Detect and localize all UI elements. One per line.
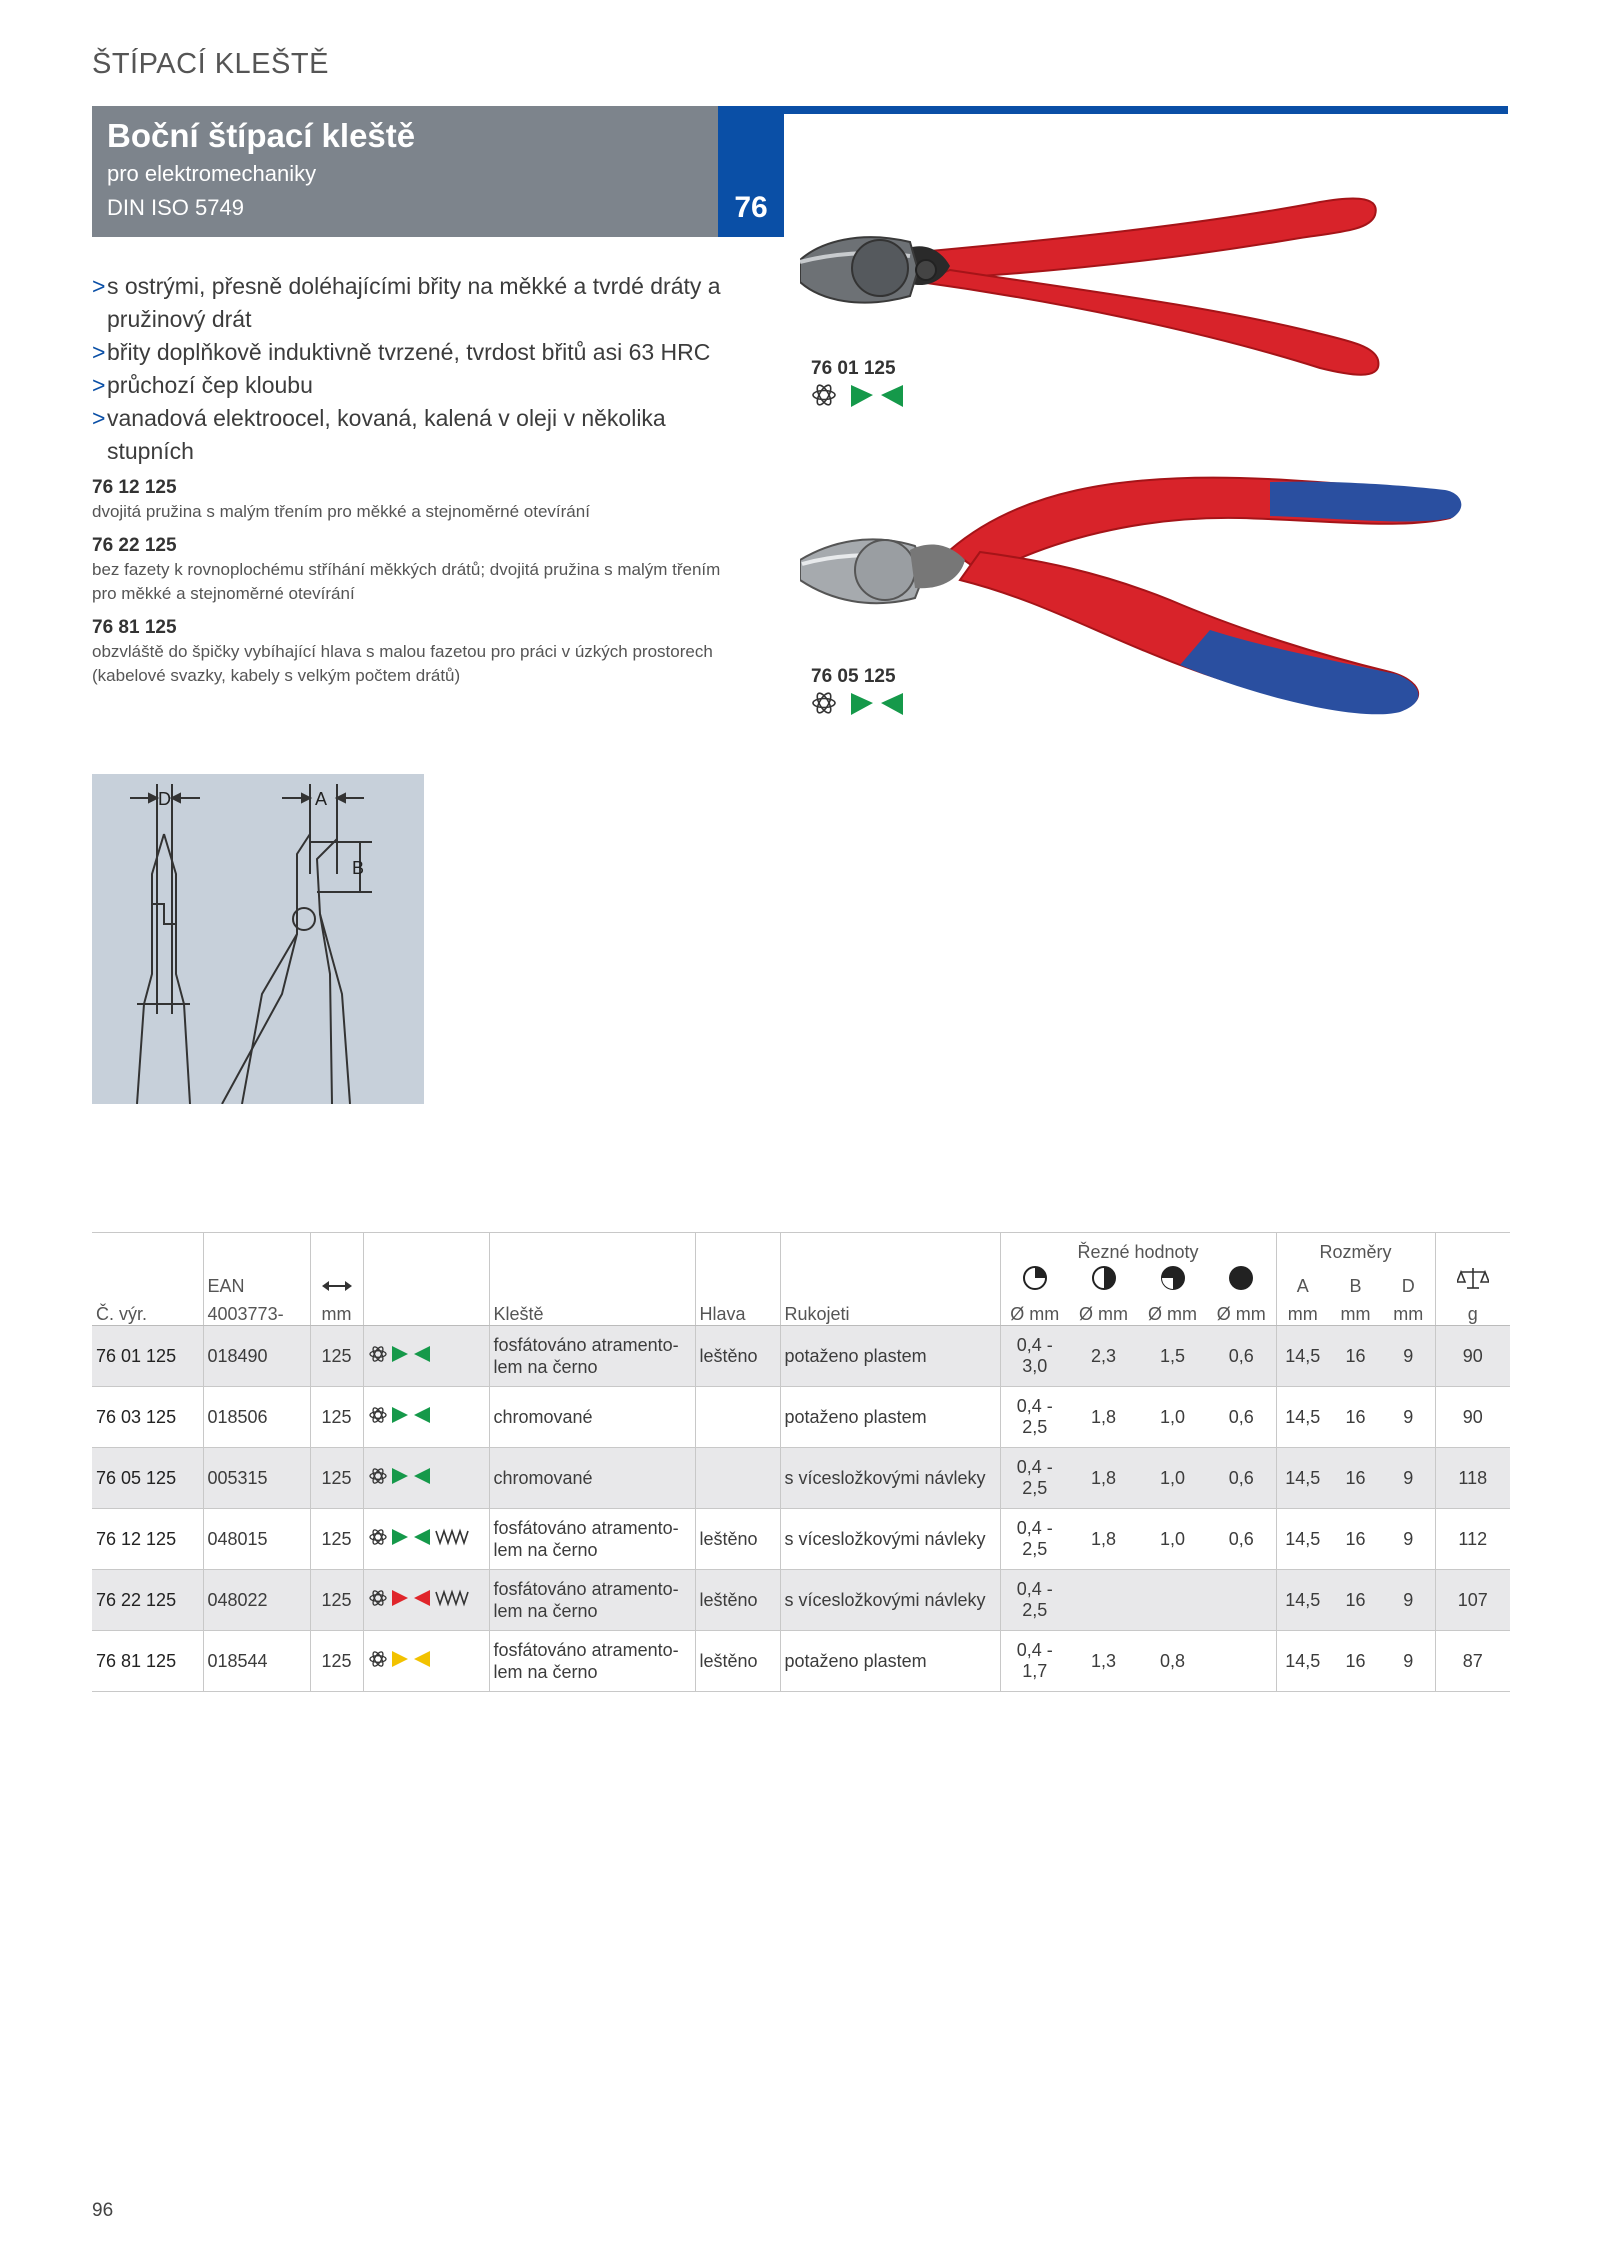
- cutting-edge-icon: [392, 1529, 430, 1545]
- group-number: 76: [734, 191, 768, 224]
- cutting-edge-icon: [392, 1651, 430, 1667]
- weight-icon: [1435, 1263, 1510, 1297]
- insulation-icon: [370, 1467, 386, 1484]
- group-number-box: [718, 106, 784, 237]
- dim-unit-header: mm: [1329, 1297, 1382, 1326]
- article-number-cell: 76 05 125: [92, 1448, 203, 1509]
- handles-header: Rukojeti: [780, 1297, 1000, 1326]
- dim-d-cell: 9: [1382, 1326, 1435, 1387]
- feature-icons-cell: [363, 1448, 489, 1509]
- product-icons: [811, 689, 911, 719]
- variant-number: 76 22 125: [92, 535, 177, 556]
- cut-unit-header: Ø mm: [1138, 1297, 1207, 1326]
- dim-d-cell: 9: [1382, 1448, 1435, 1509]
- insulation-icon: [370, 1406, 386, 1423]
- dim-b-cell: 16: [1329, 1631, 1382, 1692]
- medium-wire-cell: 1,8: [1069, 1387, 1138, 1448]
- feature-list: [92, 270, 732, 468]
- title-box: [92, 106, 718, 237]
- dim-b-cell: 16: [1329, 1448, 1382, 1509]
- finish-cell: chromované: [489, 1387, 695, 1448]
- dimension-label-a: A: [315, 789, 328, 809]
- variant-description: bez fazety k rovnoplochému stříhání měkkých drátů; dvojitá pružina s malým třením pro měkké a stejnoměrné otevírání: [92, 560, 721, 603]
- dimension-label-b: B: [352, 858, 365, 878]
- medium-wire-cell: 2,3: [1069, 1326, 1138, 1387]
- weight-header: g: [1435, 1297, 1510, 1326]
- feature-item: > břity doplňkově induktivně tvrzené, tvrdost břitů asi 63 HRC: [92, 339, 711, 365]
- product-label: 76 01 125: [811, 358, 896, 379]
- weight-cell: 87: [1435, 1631, 1510, 1692]
- dim-b-cell: 16: [1329, 1326, 1382, 1387]
- length-cell: 125: [310, 1387, 363, 1448]
- cutting-edge-icon: [392, 1407, 430, 1423]
- dim-b-cell: 16: [1329, 1509, 1382, 1570]
- piano-wire-cell: [1207, 1570, 1276, 1631]
- variant-item: [92, 616, 732, 688]
- hard-wire-cell: 1,0: [1138, 1448, 1207, 1509]
- dim-a-cell: 14,5: [1276, 1448, 1329, 1509]
- dim-b-cell: 16: [1329, 1387, 1382, 1448]
- variant-item: [92, 476, 732, 524]
- soft-wire-cell: 0,4 - 2,5: [1000, 1509, 1069, 1570]
- handles-cell: s vícesložkovými návleky: [780, 1509, 1000, 1570]
- article-number-cell: 76 01 125: [92, 1326, 203, 1387]
- soft-wire-cell: 0,4 - 2,5: [1000, 1448, 1069, 1509]
- feature-icons-cell: [363, 1631, 489, 1692]
- feature-icons-cell: [363, 1326, 489, 1387]
- hard-wire-cell: 1,0: [1138, 1509, 1207, 1570]
- hard-wire-cell: 1,0: [1138, 1387, 1207, 1448]
- product-label: 76 05 125: [811, 666, 896, 687]
- article-header: Č. výr.: [92, 1297, 203, 1326]
- finish-cell: fosfátováno atramento-lem na černo: [489, 1631, 695, 1692]
- head-cell: [695, 1448, 780, 1509]
- dim-d-cell: 9: [1382, 1387, 1435, 1448]
- hard-wire-cell: 1,5: [1138, 1326, 1207, 1387]
- length-cell: 125: [310, 1326, 363, 1387]
- variant-item: [92, 534, 732, 606]
- medium-wire-cell: 1,3: [1069, 1631, 1138, 1692]
- medium-wire-icon: [1069, 1263, 1138, 1297]
- table-row: [92, 1387, 1510, 1448]
- handles-cell: s vícesložkovými návleky: [780, 1448, 1000, 1509]
- dimensions-header: Rozměry: [1276, 1233, 1435, 1264]
- dim-a-cell: 14,5: [1276, 1631, 1329, 1692]
- page-number: 96: [92, 2200, 114, 2221]
- insulation-icon: [370, 1528, 386, 1545]
- length-cell: 125: [310, 1570, 363, 1631]
- head-cell: leštěno: [695, 1570, 780, 1631]
- head-header: Hlava: [695, 1297, 780, 1326]
- insulation-icon: [370, 1589, 386, 1606]
- insulation-icon: [813, 383, 835, 407]
- piano-wire-cell: 0,6: [1207, 1448, 1276, 1509]
- ean-top-header: EAN: [203, 1263, 310, 1297]
- spring-icon: [436, 1531, 468, 1543]
- article-number-cell: 76 22 125: [92, 1570, 203, 1631]
- dim-unit-header: mm: [1382, 1297, 1435, 1326]
- table-row: [92, 1326, 1510, 1387]
- finish-cell: chromované: [489, 1448, 695, 1509]
- soft-wire-cell: 0,4 - 1,7: [1000, 1631, 1069, 1692]
- dim-b-header: B: [1349, 1276, 1362, 1296]
- piano-wire-cell: 0,6: [1207, 1387, 1276, 1448]
- table-row: [92, 1570, 1510, 1631]
- soft-wire-cell: 0,4 - 2,5: [1000, 1387, 1069, 1448]
- piano-wire-cell: 0,6: [1207, 1509, 1276, 1570]
- piano-wire-cell: [1207, 1631, 1276, 1692]
- cutting-edge-icon: [851, 693, 903, 715]
- head-cell: leštěno: [695, 1326, 780, 1387]
- table-row: [92, 1631, 1510, 1692]
- dim-a-cell: 14,5: [1276, 1326, 1329, 1387]
- length-icon: [310, 1263, 363, 1297]
- ean-cell: 018544: [203, 1631, 310, 1692]
- norm-label: DIN ISO 5749: [107, 195, 244, 220]
- cutting-edge-icon: [851, 385, 903, 407]
- handles-cell: potaženo plastem: [780, 1387, 1000, 1448]
- hard-wire-cell: [1138, 1570, 1207, 1631]
- insulation-icon: [370, 1345, 386, 1362]
- finish-cell: fosfátováno atramento-lem na černo: [489, 1509, 695, 1570]
- soft-wire-icon: [1000, 1263, 1069, 1297]
- hard-wire-cell: 0,8: [1138, 1631, 1207, 1692]
- weight-cell: 118: [1435, 1448, 1510, 1509]
- variant-number: 76 12 125: [92, 477, 177, 498]
- article-number-cell: 76 03 125: [92, 1387, 203, 1448]
- piano-wire-icon: [1207, 1263, 1276, 1297]
- table-row: [92, 1448, 1510, 1509]
- head-cell: leštěno: [695, 1631, 780, 1692]
- dim-a-header: A: [1276, 1263, 1329, 1297]
- medium-wire-cell: [1069, 1570, 1138, 1631]
- medium-wire-cell: 1,8: [1069, 1448, 1138, 1509]
- length-header: mm: [310, 1297, 363, 1326]
- product-icons: [811, 381, 911, 411]
- feature-icons-cell: [363, 1509, 489, 1570]
- dim-a-cell: 14,5: [1276, 1509, 1329, 1570]
- variant-list: [92, 466, 732, 688]
- spring-icon: [436, 1592, 468, 1604]
- weight-cell: 107: [1435, 1570, 1510, 1631]
- dimension-diagram: [92, 774, 424, 1104]
- cutting-values-header: Řezné hodnoty: [1000, 1233, 1276, 1264]
- ean-cell: 018506: [203, 1387, 310, 1448]
- handles-cell: s vícesložkovými návleky: [780, 1570, 1000, 1631]
- dim-unit-header: mm: [1276, 1297, 1329, 1326]
- handles-cell: potaženo plastem: [780, 1326, 1000, 1387]
- header-rule: [784, 106, 1508, 114]
- weight-cell: 112: [1435, 1509, 1510, 1570]
- dim-d-header: D: [1401, 1276, 1415, 1296]
- finish-cell: fosfátováno atramento-lem na černo: [489, 1326, 695, 1387]
- variant-number: 76 81 125: [92, 617, 177, 638]
- pliers-header: Kleště: [489, 1297, 695, 1326]
- cut-unit-header: Ø mm: [1207, 1297, 1276, 1326]
- insulation-icon: [813, 691, 835, 715]
- cutting-edge-icon: [392, 1468, 430, 1484]
- cut-unit-header: Ø mm: [1069, 1297, 1138, 1326]
- insulation-icon: [370, 1650, 386, 1667]
- finish-cell: fosfátováno atramento-lem na černo: [489, 1570, 695, 1631]
- weight-cell: 90: [1435, 1326, 1510, 1387]
- head-cell: leštěno: [695, 1509, 780, 1570]
- ean-cell: 048022: [203, 1570, 310, 1631]
- dim-d-cell: 9: [1382, 1509, 1435, 1570]
- dim-b-cell: 16: [1329, 1570, 1382, 1631]
- article-number-cell: 76 12 125: [92, 1509, 203, 1570]
- dim-a-cell: 14,5: [1276, 1570, 1329, 1631]
- spec-table: [92, 1232, 1510, 1692]
- feature-item: > s ostrými, přesně doléhajícími břity na měkké a tvrdé dráty a pružinový drát: [92, 273, 721, 332]
- variant-description: obzvláště do špičky vybíhající hlava s malou fazetou pro práci v úzkých prostorech (kabelové svazky, kabely s velkým počtem drátů): [92, 642, 713, 685]
- feature-icons-cell: [363, 1387, 489, 1448]
- article-number-cell: 76 81 125: [92, 1631, 203, 1692]
- hard-wire-icon: [1138, 1263, 1207, 1297]
- cut-unit-header: Ø mm: [1000, 1297, 1069, 1326]
- medium-wire-cell: 1,8: [1069, 1509, 1138, 1570]
- page-subtitle: pro elektromechaniky: [107, 161, 317, 186]
- soft-wire-cell: 0,4 - 2,5: [1000, 1570, 1069, 1631]
- cutting-edge-icon: [392, 1346, 430, 1362]
- ean-cell: 005315: [203, 1448, 310, 1509]
- variant-description: dvojitá pružina s malým třením pro měkké a stejnoměrné otevírání: [92, 502, 590, 521]
- cutting-edge-icon: [392, 1590, 430, 1606]
- dim-d-cell: 9: [1382, 1570, 1435, 1631]
- length-cell: 125: [310, 1631, 363, 1692]
- handles-cell: potaženo plastem: [780, 1631, 1000, 1692]
- dim-d-cell: 9: [1382, 1631, 1435, 1692]
- weight-cell: 90: [1435, 1387, 1510, 1448]
- ean-cell: 048015: [203, 1509, 310, 1570]
- page-title: Boční štípací kleště: [107, 117, 416, 154]
- piano-wire-cell: 0,6: [1207, 1326, 1276, 1387]
- length-cell: 125: [310, 1509, 363, 1570]
- feature-item: > průchozí čep kloubu: [92, 372, 313, 398]
- soft-wire-cell: 0,4 - 3,0: [1000, 1326, 1069, 1387]
- section-title: ŠTÍPACÍ KLEŠTĚ: [92, 48, 329, 80]
- dimension-label-d: D: [158, 789, 171, 809]
- ean-header: 4003773-: [203, 1297, 310, 1326]
- dim-a-cell: 14,5: [1276, 1387, 1329, 1448]
- table-row: [92, 1509, 1510, 1570]
- length-cell: 125: [310, 1448, 363, 1509]
- feature-item: > vanadová elektroocel, kovaná, kalená v oleji v několika stupních: [92, 405, 666, 464]
- ean-cell: 018490: [203, 1326, 310, 1387]
- head-cell: [695, 1387, 780, 1448]
- feature-icons-cell: [363, 1570, 489, 1631]
